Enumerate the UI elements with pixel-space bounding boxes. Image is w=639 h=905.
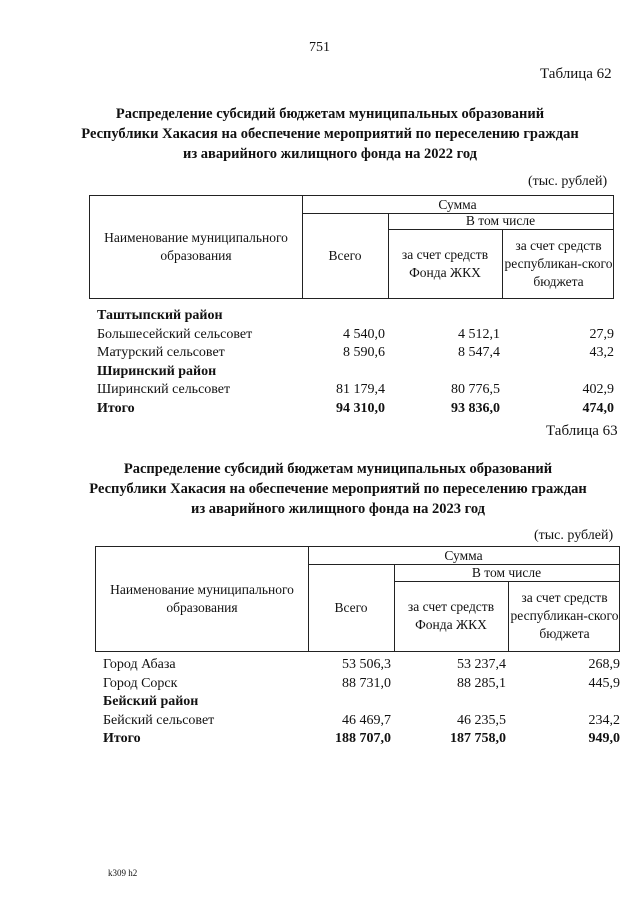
- page-number: 751: [309, 40, 330, 55]
- header-fund: за счет средств Фонда ЖКХ: [407, 599, 495, 632]
- title-line: Республики Хакасия на обеспечение мероприятий по переселению граждан: [89, 481, 587, 497]
- table-row: Город Сорск 88 731,0 88 285,1 445,9: [103, 675, 620, 691]
- title-line: Республики Хакасия на обеспечение мероприятий по переселению граждан: [81, 126, 579, 142]
- table-row: Бейский район: [103, 694, 199, 710]
- title-line: из аварийного жилищного фонда на 2023 год: [190, 501, 485, 517]
- table-63-header: [95, 546, 620, 652]
- footer-code: k309 h2: [108, 868, 138, 878]
- table-total-row: Итого 94 310,0 93 836,0 474,0: [97, 400, 614, 416]
- title-line: из аварийного жилищного фонда на 2022 год: [182, 146, 477, 162]
- table-total-row: Итого 188 707,0 187 758,0 949,0: [103, 731, 620, 747]
- header-total: Всего: [328, 247, 362, 263]
- header-sum: Сумма: [444, 547, 483, 563]
- table-row: Бейский сельсовет 46 469,7 46 235,5 234,2: [103, 712, 620, 728]
- table-63-body: [95, 652, 620, 749]
- table-62-header: [89, 195, 614, 299]
- table-62-label: Таблица 62: [540, 66, 612, 82]
- table-row: Город Абаза 53 506,3 53 237,4 268,9: [103, 657, 620, 672]
- table-row: Ширинский сельсовет 81 179,4 80 776,5 402,9: [97, 382, 614, 398]
- header-name-col: Наименование муниципального образования: [104, 230, 288, 263]
- header-name-col: Наименование муниципального образования: [110, 582, 294, 615]
- table-62-unit: (тыс. рублей): [528, 174, 608, 189]
- table-62-body: [89, 299, 614, 419]
- table-row: Большесейский сельсовет 4 540,0 4 512,1 27,9: [97, 326, 614, 342]
- title-line: Распределение субсидий бюджетам муниципальных образований: [115, 106, 545, 122]
- table-63-label: Таблица 63: [546, 423, 618, 439]
- table-62: [89, 195, 614, 419]
- table-63-unit: (тыс. рублей): [534, 528, 614, 543]
- table-63-title: [68, 459, 608, 519]
- table-row: Таштыпский район: [97, 308, 223, 323]
- title-line: Распределение субсидий бюджетам муниципальных образований: [123, 461, 553, 477]
- header-fund: за счет средств Фонда ЖКХ: [401, 246, 489, 280]
- header-rep: за счет средств республикан-ского бюджета: [504, 237, 613, 289]
- header-sum: Сумма: [438, 196, 477, 212]
- header-rep: за счет средств республикан-ского бюджета: [510, 590, 619, 641]
- header-total: Всего: [334, 599, 368, 615]
- table-63: [95, 546, 620, 749]
- table-row: Ширинский район: [97, 363, 217, 379]
- header-incl: В том числе: [471, 564, 542, 580]
- header-incl: В том числе: [465, 213, 536, 228]
- table-62-title: [60, 104, 600, 164]
- table-row: Матурский сельсовет 8 590,6 8 547,4 43,2: [97, 345, 614, 361]
